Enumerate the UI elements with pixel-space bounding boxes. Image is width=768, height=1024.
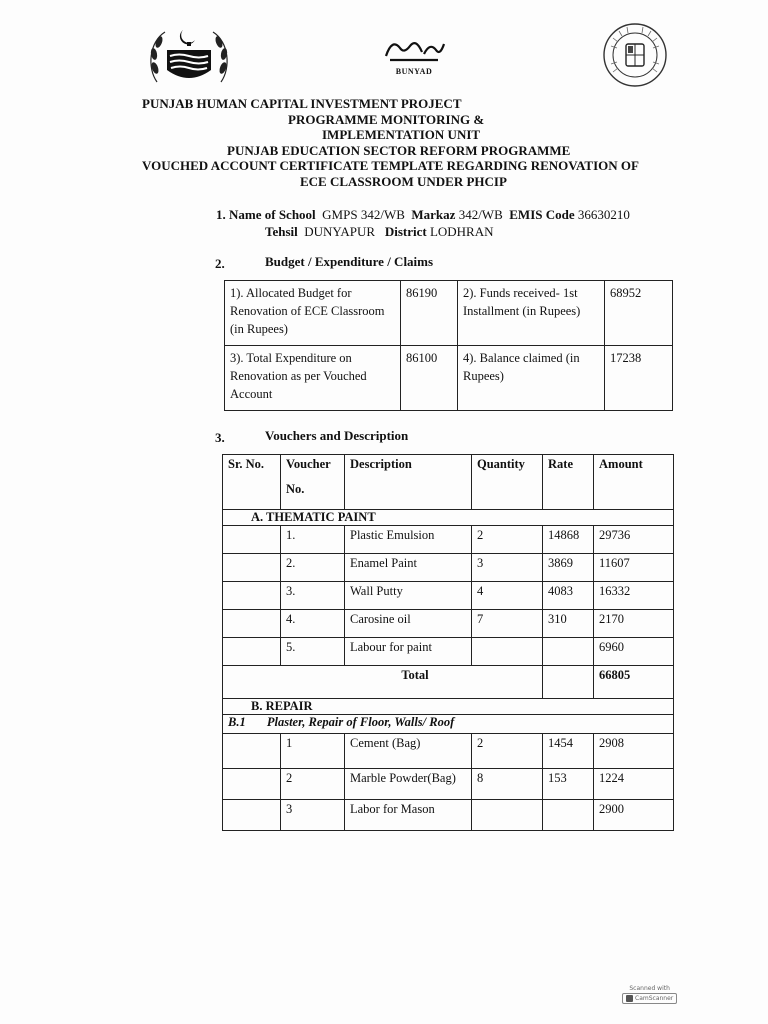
markaz-label: Markaz bbox=[411, 207, 456, 222]
tehsil-value: DUNYAPUR bbox=[304, 224, 376, 239]
amount-cell: 29736 bbox=[594, 526, 674, 554]
sr-cell bbox=[223, 526, 281, 554]
table-row bbox=[223, 554, 674, 582]
district-value: LODHRAN bbox=[429, 224, 494, 239]
rate-cell: 4083 bbox=[543, 582, 594, 610]
bunyad-text: BUNYAD bbox=[395, 67, 433, 76]
description-cell: Cement (Bag) bbox=[345, 734, 472, 769]
subgroup-b1-label: Plaster, Repair of Floor, Walls/ Roof bbox=[266, 715, 455, 729]
section-3-number: 3. bbox=[215, 430, 225, 445]
section-1-number: 1. bbox=[216, 207, 226, 222]
document-header bbox=[0, 96, 768, 189]
school-name-label: Name of School bbox=[229, 207, 316, 222]
description-cell: Wall Putty bbox=[345, 582, 472, 610]
quantity-cell: 4 bbox=[472, 582, 543, 610]
sr-cell bbox=[223, 610, 281, 638]
header-line-1: PUNJAB HUMAN CAPITAL INVESTMENT PROJECT bbox=[142, 96, 462, 111]
sr-cell bbox=[223, 734, 281, 769]
col-header-description: Description bbox=[345, 455, 472, 510]
emis-label: EMIS Code bbox=[509, 207, 575, 222]
quantity-cell: 3 bbox=[472, 554, 543, 582]
quantity-cell bbox=[472, 800, 543, 831]
table-row bbox=[223, 610, 674, 638]
rate-cell bbox=[543, 800, 594, 831]
col-header-quantity: Quantity bbox=[472, 455, 543, 510]
amount-cell: 16332 bbox=[594, 582, 674, 610]
vouchers-section-title: Vouchers and Description bbox=[265, 428, 409, 443]
subgroup-b1 bbox=[223, 715, 674, 734]
rate-cell: 153 bbox=[543, 769, 594, 800]
description-cell: Carosine oil bbox=[345, 610, 472, 638]
subgroup-row-b1 bbox=[223, 715, 674, 734]
school-name-value: GMPS 342/WB bbox=[322, 207, 405, 222]
sr-cell bbox=[223, 800, 281, 831]
amount-cell: 6960 bbox=[594, 638, 674, 666]
voucher-no-cell: 2. bbox=[281, 554, 345, 582]
pmiu-pesrp-seal bbox=[601, 22, 669, 88]
description-cell: Enamel Paint bbox=[345, 554, 472, 582]
allocated-budget-value: 86190 bbox=[401, 281, 458, 346]
table-row bbox=[223, 734, 674, 769]
header-line-6: ECE CLASSROOM UNDER PHCIP bbox=[300, 173, 507, 189]
rate-cell bbox=[543, 638, 594, 666]
voucher-header-line-2: No. bbox=[286, 482, 305, 496]
voucher-header-line-1: Voucher bbox=[286, 457, 331, 471]
total-value: 66805 bbox=[594, 666, 674, 699]
table-row bbox=[223, 582, 674, 610]
header-line-4: PUNJAB EDUCATION SECTOR REFORM PROGRAMME bbox=[227, 142, 571, 158]
col-header-sr-no: Sr. No. bbox=[223, 455, 281, 510]
sr-cell bbox=[223, 769, 281, 800]
scanner-line-1: Scanned with bbox=[629, 985, 670, 992]
sr-cell bbox=[223, 554, 281, 582]
emis-value: 36630210 bbox=[577, 207, 630, 222]
section-2-number: 2. bbox=[215, 256, 225, 271]
quantity-cell: 7 bbox=[472, 610, 543, 638]
total-row bbox=[223, 666, 674, 699]
voucher-no-cell: 4. bbox=[281, 610, 345, 638]
group-label-thematic-paint: A. THEMATIC PAINT bbox=[223, 510, 674, 526]
table-header-row bbox=[223, 455, 674, 510]
voucher-no-cell: 1 bbox=[281, 734, 345, 769]
quantity-cell bbox=[472, 638, 543, 666]
voucher-no-cell: 3 bbox=[281, 800, 345, 831]
camscanner-watermark bbox=[622, 985, 677, 1004]
total-rate-cell bbox=[543, 666, 594, 699]
funds-received-value: 68952 bbox=[605, 281, 673, 346]
table-row bbox=[223, 526, 674, 554]
rate-cell: 1454 bbox=[543, 734, 594, 769]
balance-claimed-label: 4). Balance claimed (in Rupees) bbox=[458, 346, 605, 411]
markaz-value: 342/WB bbox=[458, 207, 503, 222]
tehsil-label: Tehsil bbox=[265, 224, 298, 239]
quantity-cell: 8 bbox=[472, 769, 543, 800]
punjab-govt-logo bbox=[143, 20, 235, 90]
voucher-no-cell: 3. bbox=[281, 582, 345, 610]
rate-cell: 3869 bbox=[543, 554, 594, 582]
total-expenditure-value: 86100 bbox=[401, 346, 458, 411]
camscanner-icon bbox=[626, 995, 633, 1002]
group-row-thematic-paint bbox=[223, 510, 674, 526]
description-cell: Plastic Emulsion bbox=[345, 526, 472, 554]
scanner-line-2: CamScanner bbox=[635, 995, 674, 1002]
amount-cell: 11607 bbox=[594, 554, 674, 582]
rate-cell: 310 bbox=[543, 610, 594, 638]
bunyad-logo bbox=[378, 34, 450, 82]
description-cell: Marble Powder(Bag) bbox=[345, 769, 472, 800]
district-label: District bbox=[384, 224, 427, 239]
sr-cell bbox=[223, 638, 281, 666]
balance-claimed-value: 17238 bbox=[605, 346, 673, 411]
table-row bbox=[223, 638, 674, 666]
amount-cell: 1224 bbox=[594, 769, 674, 800]
voucher-no-cell: 1. bbox=[281, 526, 345, 554]
subgroup-b1-code: B.1 bbox=[228, 715, 246, 729]
col-header-rate: Rate bbox=[543, 455, 594, 510]
total-expenditure-label: 3). Total Expenditure on Renovation as per Vouched Account bbox=[225, 346, 401, 411]
quantity-cell: 2 bbox=[472, 526, 543, 554]
group-row-repair bbox=[223, 699, 674, 715]
amount-cell: 2900 bbox=[594, 800, 674, 831]
allocated-budget-label: 1). Allocated Budget for Renovation of ECE Classroom (in Rupees) bbox=[225, 281, 401, 346]
table-row bbox=[223, 769, 674, 800]
description-cell: Labor for Mason bbox=[345, 800, 472, 831]
rate-cell: 14868 bbox=[543, 526, 594, 554]
budget-section-title: Budget / Expenditure / Claims bbox=[265, 254, 434, 269]
col-header-voucher-no bbox=[281, 455, 345, 510]
header-line-5: VOUCHED ACCOUNT CERTIFICATE TEMPLATE REGARDING RENOVATION OF bbox=[142, 158, 639, 173]
header-line-3: IMPLEMENTATION UNIT bbox=[322, 127, 481, 142]
table-row bbox=[223, 800, 674, 831]
vouchers-table bbox=[222, 454, 674, 831]
group-label-repair: B. REPAIR bbox=[223, 699, 674, 715]
voucher-no-cell: 5. bbox=[281, 638, 345, 666]
sr-cell bbox=[223, 582, 281, 610]
budget-table bbox=[224, 280, 673, 411]
header-line-2: PROGRAMME MONITORING & bbox=[288, 111, 485, 127]
quantity-cell: 2 bbox=[472, 734, 543, 769]
amount-cell: 2170 bbox=[594, 610, 674, 638]
amount-cell: 2908 bbox=[594, 734, 674, 769]
description-cell: Labour for paint bbox=[345, 638, 472, 666]
school-info bbox=[216, 206, 630, 240]
total-label: Total bbox=[223, 666, 543, 699]
col-header-amount: Amount bbox=[594, 455, 674, 510]
voucher-no-cell: 2 bbox=[281, 769, 345, 800]
funds-received-label: 2). Funds received- 1st Installment (in Rupees) bbox=[458, 281, 605, 346]
